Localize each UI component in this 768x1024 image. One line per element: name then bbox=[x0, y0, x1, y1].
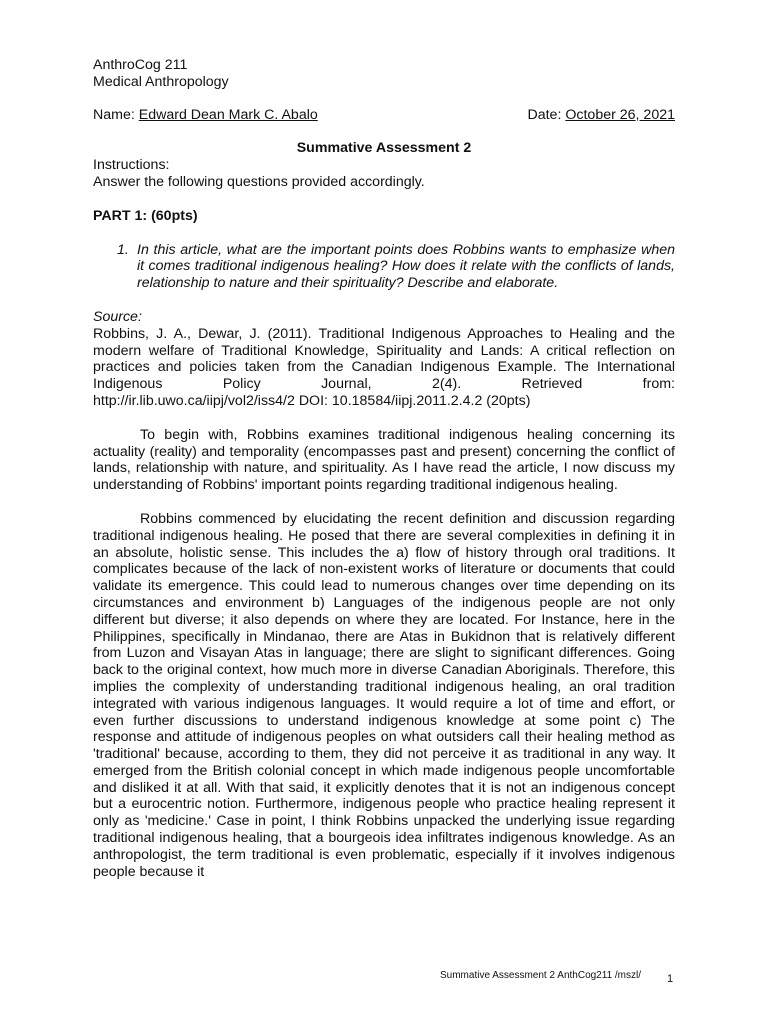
course-code: AnthroCog 211 bbox=[93, 57, 188, 73]
instructions-text: Answer the following questions provided accordingly. bbox=[93, 173, 425, 190]
date-label: Date: bbox=[527, 106, 562, 123]
date-value: October 26, 2021 bbox=[565, 106, 675, 123]
page-number: 1 bbox=[667, 973, 674, 985]
name-value: Edward Dean Mark C. Abalo bbox=[138, 106, 318, 123]
question-text: In this article, what are the important points does Robbins wants to emphasize when it comes traditional indigenous healing? How does it relate with the conflicts of lands, relationship to nature and their spirituality? Describe and elaborate. bbox=[137, 241, 675, 292]
question-number-wrap bbox=[93, 242, 137, 292]
document-title: Summative Assessment 2 bbox=[296, 140, 472, 157]
name-field bbox=[93, 107, 318, 124]
body-paragraph-2: Robbins commenced by elucidating the recent definition and discussion regarding traditional indigenous healing. He posed that there are several complexities in defining it in an absolute, holistic sense. This includes the a) flow of history through oral traditions. It complicates because of the lack of non-existent works of literature or documents that could validate its emergence. This could lead to numerous changes over time depending on its circumstances and environment b) Languages of the indigenous people are not only different but diverse; it also depends on where they are located. For Instance, here in the Philippines, specifically in Mindanao, there are Atas in Bukidnon that is relatively different from Luzon and Visayan Atas in language; there are slight to significant differences. Going back to the original context, how much more in diverse Canadian Aboriginals. Therefore, this implies the complexity of understanding traditional indigenous healing, an oral tradition integrated with various indigenous languages. It would require a lot of time and effort, or even further discussions to understand indigenous knowledge at some point c) The response and attitude of indigenous peoples on what outsiders call their healing method as 'traditional' because, according to them, they did not perceive it as traditional in any way. It emerged from the British colonial concept in which made indigenous people uncomfortable and disliked it at all. With that said, it explicitly denotes that it is not an indigenous concept but a eurocentric notion. Furthermore, indigenous people who practice healing represent it only as 'medicine.' Case in point, I think Robbins unpacked the underlying issue regarding traditional indigenous healing, that a bourgeois idea infiltrates indigenous knowledge. As an anthropologist, the term traditional is even problematic, especially if it involves indigenous people because it bbox=[93, 510, 675, 880]
question-item bbox=[93, 242, 675, 292]
instructions-label: Instructions: bbox=[93, 157, 170, 174]
source-url: http://ir.lib.uwo.ca/iipj/vol2/iss4/2 DOI: 10.18584/iipj.2011.2.4.2 (20pts) bbox=[93, 392, 531, 409]
document-page bbox=[93, 57, 675, 895]
course-subject: Medical Anthropology bbox=[93, 73, 229, 90]
name-label: Name: bbox=[93, 106, 135, 123]
source-citation: Robbins, J. A., Dewar, J. (2011). Traditional Indigenous Approaches to Healing and the modern welfare of Traditional Knowledge, Spirituality and Lands: A critical reflection on practices and policies taken from the Canadian Indigenous Example. The International Indigenous Policy Journal, 2(4). Retrieved from: bbox=[93, 325, 675, 393]
page-footer: Summative Assessment 2 AnthCog211 /mszl/ bbox=[440, 970, 642, 981]
part-heading: PART 1: (60pts) bbox=[93, 207, 198, 224]
body-paragraph-1: To begin with, Robbins examines traditional indigenous healing concerning its actuality (reality) and temporality (encompasses past and present) concerning the conflict of lands, relationship with nature, and spirituality. As I have read the article, I now discuss my understanding of Robbins' important points regarding traditional indigenous healing. bbox=[93, 426, 675, 494]
question-number: 1. bbox=[117, 241, 129, 258]
name-date-row bbox=[93, 107, 675, 124]
source-label: Source: bbox=[93, 308, 142, 325]
date-field bbox=[527, 107, 675, 124]
